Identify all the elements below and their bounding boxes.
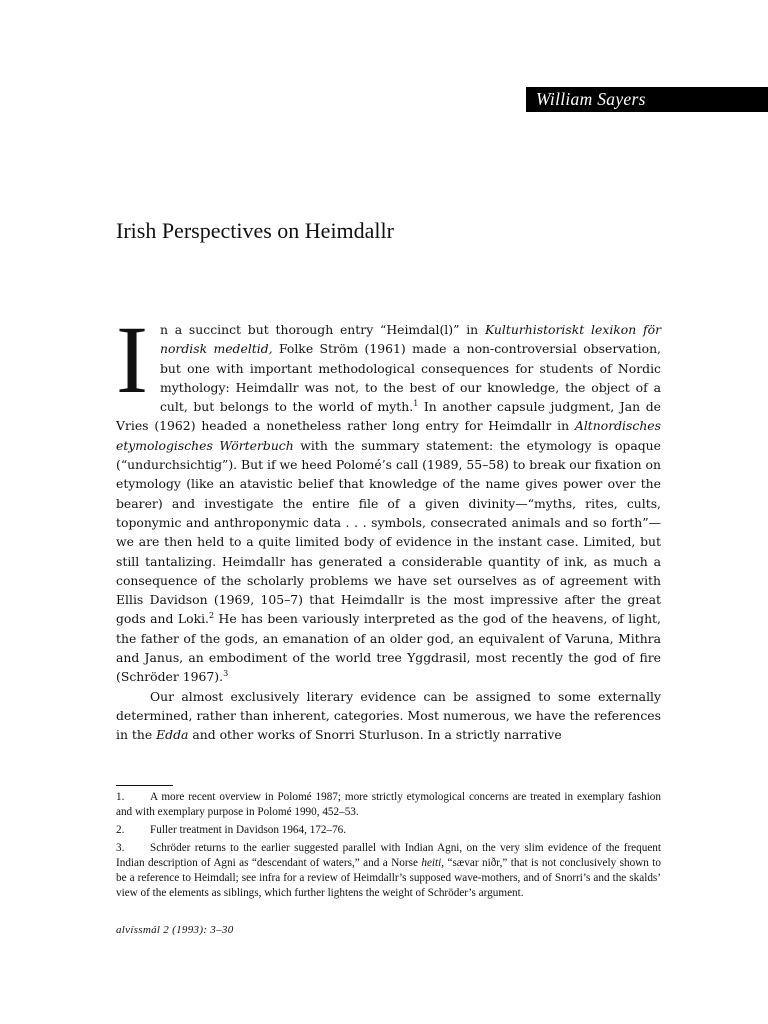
footnote-2: [116, 823, 661, 838]
journal-citation: alvíssmál 2 (1993): 3–30: [116, 924, 234, 936]
italic-title: Edda: [156, 727, 189, 743]
article-title: Irish Perspectives on Heimdallr: [116, 218, 394, 243]
footnote-3: [116, 841, 661, 901]
footnote-ref-1[interactable]: 1: [413, 399, 419, 409]
text-run: n a succinct but thorough entry “Heimdal(l)” in: [159, 322, 485, 337]
text-run: Folke Ström (1961) made a non-controversial observation, but one with important methodological consequences for students of Nordic mythology: Heimdallr was not, to the best of our knowledge, the object of a cult, but belongs to the world of myth.: [159, 341, 661, 415]
footnote-number: 1.: [116, 791, 125, 803]
footnote-italic: heiti,: [421, 857, 445, 869]
text-run: He has been variously interpreted as the god of the heavens, of light, the father of the gods, an emanation of an older god, an equivalent of Varuna, Mithra and Janus, an embodiment of the world tree Yggdrasil, most recently the god of fire (Schröder 1967).: [116, 611, 661, 685]
footnote-text: “sævar niðr,” that is not conclusively shown to be a reference to Heimdall; see infra for a review of Heimdallr’s supposed wave-mothers, and of Snorri’s and the skalds’ view of the elements as siblings, which further lightens the weight of Schröder’s argument.: [116, 857, 661, 899]
text-run: In another capsule judgment, Jan de Vries (1962) headed a nonetheless rather long entry for Heimdallr in: [116, 399, 661, 434]
footnote-text: A more recent overview in Polomé 1987; more strictly etymological concerns are treated in exemplary fashion and with exemplary purpose in Polomé 1990, 452–53.: [116, 791, 661, 818]
footnote-number: 2.: [116, 824, 125, 836]
italic-title: Kulturhistoriskt lexikon för nordisk medeltid,: [159, 322, 661, 357]
italic-title: Altnordisches etymologisches Wörterbuch: [116, 418, 661, 453]
footnote-number: 3.: [116, 842, 125, 854]
author-banner: [526, 87, 768, 112]
paragraph-2: [116, 687, 661, 745]
text-run: and other works of Snorri Sturluson. In a strictly narrative: [188, 727, 562, 743]
paragraph-1: [116, 306, 662, 687]
footnote-ref-2[interactable]: 2: [209, 611, 215, 621]
footnote-text: Schröder returns to the earlier suggested parallel with Indian Agni, on the very slim evidence of the frequent Indian description of Agni as “descendant of waters,” and a Norse: [116, 842, 661, 869]
footnote-text: Fuller treatment in Davidson 1964, 172–76.: [150, 824, 347, 836]
article-body: [116, 306, 662, 745]
text-run: Our almost exclusively literary evidence can be assigned to some externally determined, rather than inherent, categories. Most numerous, we have the references in the: [116, 688, 661, 743]
footnotes: [116, 790, 661, 904]
footnote-1: [116, 790, 661, 820]
footnote-divider: [116, 785, 173, 786]
text-run: with the summary statement: the etymology is opaque (“undurchsichtig”). But if we heed Polomé’s call (1989, 55–58) to break our fixation on etymology (like an atavistic belief that knowledge of the name gives power over the bearer) and investigate the entire file of a given divinity—“myths, rites, cults, toponymic and anthroponymic data . . . symbols, consecrated animals and so forth”—we are then held to a quite limited body of evidence in the instant case. Limited, but still tantalizing. Heimdallr has generated a considerable quantity of ink, as much a consequence of the scholarly problems we have set ourselves as of agreement with Ellis Davidson (1969, 105–7) that Heimdallr is the most impressive after the great gods and Loki.: [116, 437, 662, 627]
author-name: William Sayers: [536, 89, 646, 109]
footnote-ref-3[interactable]: 3: [223, 669, 229, 679]
drop-cap: I: [116, 306, 148, 413]
